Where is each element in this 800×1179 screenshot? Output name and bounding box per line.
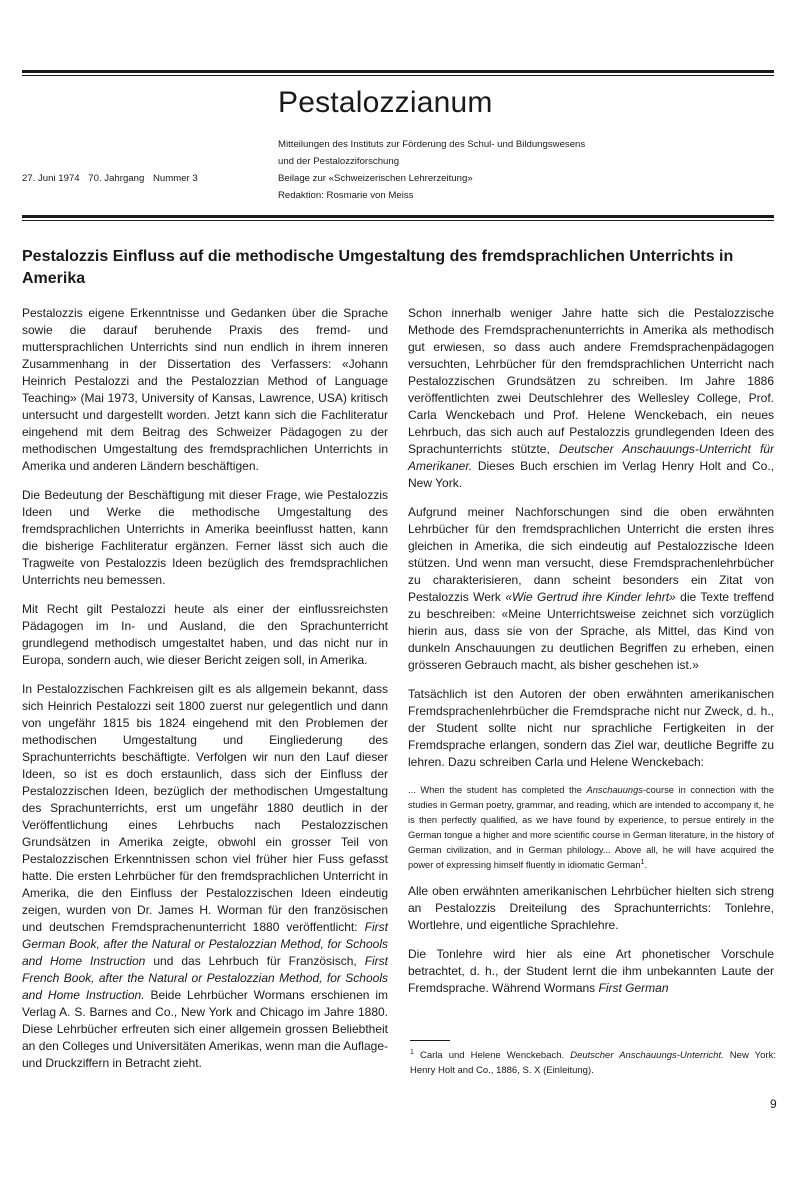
masthead-title: Pestalozzianum — [278, 86, 493, 119]
text-run: die Texte treffend zu beschreiben: «Meine Unterrichtsweise zeichnet sich vorzüglich hierin aus, dass sie von der Sprache, als Mittel, das Kind von dunkeln Anschauungen zu deutlichen Begriffen zu erheben, einen grösseren Gebrauch macht, als bisher geschehen ist.» — [408, 590, 774, 672]
text-run: und das Lehrbuch für Französisch, — [145, 954, 365, 968]
article-title: Pestalozzis Einfluss auf die methodische Umgestaltung des fremdsprachlichen Unterrichts in Amerika — [22, 248, 734, 287]
book-title: First German — [598, 981, 669, 995]
text-run: Schon innerhalb weniger Jahre hatte sich die Pestalozzische Methode des Fremdsprachenunterrichts in Amerika als methodisch gut erwiesen, so dass auch andere Fremdsprachenpädagogen versuchten, Lehrbücher für den fremdsprachlichen Unterricht nach Pestalozzischen Grundsätzen zu schreiben. Im Jahre 1886 veröffentlichten zwei Deutschlehrer des Wellesley College, Prof. Carla Wenckebach und Prof. Helene Wenckebach, ein neues Lehrbuch, das sich auch auf Pestalozzis grundlegenden Ideen des Sprachunterrichts stützte, — [408, 306, 774, 456]
text-run: In Pestalozzischen Fachkreisen gilt es als allgemein bekannt, dass sich Heinrich Pestalozzi seit 1800 zuerst nur gelegentlich und dann von ungefähr 1815 bis 1824 eingehend mit den Problemen der methodischen Umgestaltung und Eingliederung des Sprachunterrichts beschäftigte. Verfolgen wir nun den Lauf dieser Ideen, so ist es doch erstaunlich, dass sich der Einfluss der Pestalozzischen Ideen, bezüglich der methodischen Umgestaltung des Sprachunterrichts, erst um ungefähr 1880 deutlich in der Veröffentlichung eines Lehrbuchs nach Pestalozzischen Grundsätzen in Amerika zeigte, obwohl ein grosser Teil von Pestalozzischen Erkenntnissen schon viel früher hier Fuss gefasst hatte. Die ersten Lehrbücher für den fremdsprachlichen Unterricht in Amerika, die den Einfluss der Pestalozzischen Ideen eindeutig zeigen, wurden von Dr. James H. Worman für den französischen und deutschen Fremdsprachenunterricht 1880 veröffentlicht: — [22, 682, 388, 934]
subtitle-line: und der Pestalozziforschung — [278, 156, 400, 167]
page-number: 9 — [770, 1097, 777, 1111]
masthead-subtitle — [278, 136, 758, 204]
paragraph — [22, 681, 388, 1072]
book-title: «Wie Gertrud ihre Kinder lehrt» — [505, 590, 676, 604]
masthead-bottom-rule — [22, 215, 774, 218]
text-run: Carla und Helene Wenckebach. — [413, 1050, 571, 1061]
paragraph: Alle oben erwähnten amerikanischen Lehrbücher hielten sich streng an Pestalozzis Dreiteilung des Sprachunterrichts: Tonlehre, Wortlehre, und eigentliche Sprachlehre. — [408, 884, 774, 932]
text-run: Die Tonlehre wird hier als eine Art phonetischer Vorschule betrachtet, d. h., der Student lernt die ihm unbekannten Laute der Fremdsprache. Während Wormans — [408, 947, 774, 995]
right-column — [408, 305, 774, 1009]
text-run: Aufgrund meiner Nachforschungen sind die oben erwähnten Lehrbücher für den fremdsprachlichen Unterricht die ersten ihres gleichen in Amerika, die sich eindeutig auf Pestalozzische Ideen stützen. Und wenn man versucht, diese Fremdsprachenlehrbücher zu charakterisieren, dann scheint besonders ein Zitat von Pestalozzis Werk — [408, 505, 774, 604]
issue-volume: 70. Jahrgang — [88, 173, 145, 184]
text-run: Beide Lehrbücher Wormans erschienen im Verlag A. S. Barnes and Co., New York and Chicago im Jahre 1880. Diese Lehrbücher erfreuten sich einer allgemein grossen Beliebtheit an den Colleges und Universitäten Amerikas, wenn man die Auflage- und Druckziffern in Betracht zieht. — [22, 988, 388, 1070]
subtitle-line: Mitteilungen des Instituts zur Förderung des Schul- und Bildungswesens — [278, 139, 586, 150]
text-run: ... When the student has completed the — [408, 785, 587, 795]
block-quote — [408, 783, 774, 873]
left-column — [22, 305, 388, 1084]
emphasis: Anschauungs — [586, 785, 643, 795]
paragraph: Mit Recht gilt Pestalozzi heute als einer der einflussreichsten Pädagogen im In- und Ausland, die den Sprachunterricht grundlegend methodisch umgestaltet haben, und das nicht nur in Europa, sondern auch, wie dieser Bericht zeigen soll, in Amerika. — [22, 602, 388, 667]
paragraph: Pestalozzis eigene Erkenntnisse und Gedanken über die Sprache sowie die darauf beruhende Praxis des fremd- und muttersprachlichen Unterrichts sind nun endlich in ihrem inneren Zusammenhang in der Dissertation des Verfassers: «Johann Heinrich Pestalozzi and the Pestalozzian Method of Language Teaching» (Mai 1973, University of Kansas, Lawrence, USA) kritisch untersucht und dargestellt worden. Jetzt kann sich die Fachliteratur eingehend mit dem Beitrag des Schweizer Pädagogen zu der methodischen Umgestaltung des fremdsprachlichen Unterrichts in Amerika und anderen Ländern beschäftigen. — [22, 306, 388, 473]
text-run: . — [644, 860, 648, 870]
paragraph: Tatsächlich ist den Autoren der oben erwähnten amerikanischen Fremdsprachenlehrbücher die Fremdsprache nicht nur Zweck, d. h., der Student sollte nicht nur sprachliche Fertigkeiten in der Fremdsprache erlangen, sondern das Ziel war, deutliche Begriffe zu lehren. Dazu schreiben Carla und Helene Wenckebach: — [408, 687, 774, 769]
subtitle-line: Beilage zur «Schweizerischen Lehrerzeitung» — [278, 173, 473, 184]
issue-info — [22, 170, 204, 187]
book-title: First German Book, after the Natural or Pestalozzian Method, for Schools and Home Instruction — [22, 920, 388, 968]
issue-number: Nummer 3 — [152, 173, 198, 184]
footnote-rule — [410, 1040, 450, 1041]
paragraph: Die Bedeutung der Beschäftigung mit dieser Frage, wie Pestalozzis Ideen und Werke die methodische Umgestaltung des fremdsprachlichen Unterrichts in Amerika beeinflusst hatten, kann die bisherige Fachliteratur ergänzen. Ferner lässt sich auch die Tragweite von Pestalozzis Ideen bezüglich des fremdsprachlichen Unterrichts neu bemessen. — [22, 488, 388, 587]
book-title: First French Book, after the Natural or Pestalozzian Method, for Schools and Home Instruction. — [22, 954, 389, 1002]
top-rule-thin — [22, 75, 774, 76]
paragraph — [408, 305, 774, 492]
footnote-ref[interactable]: 1 — [640, 858, 645, 866]
paragraph — [408, 504, 774, 674]
footnote — [410, 1048, 776, 1078]
text-run: Dieses Buch erschien im Verlag Henry Holt and Co., New York. — [408, 459, 774, 490]
masthead-bottom-rule-thin — [22, 220, 774, 221]
subtitle-line: Redaktion: Rosmarie von Meiss — [278, 190, 414, 201]
top-rule — [22, 70, 774, 73]
footnote-marker: 1 — [410, 1048, 414, 1056]
book-title: Deutscher Anschauungs-Unterricht. — [570, 1050, 724, 1061]
text-run: -course in connection with the studies in German poetry, grammar, and reading, which are intended to accompany it, he is then perfectly qualified, as we have found by experience, to persue entirely in the German tongue a higher and more scientific course in German literature, in the history of German civilization, and in German philology... Above all, he will have acquired the power of expressing himself fluently in idiomatic German — [408, 785, 774, 870]
text-run: New York: Henry Holt and Co., 1886, S. X (Einleitung). — [410, 1050, 776, 1076]
issue-date: 27. Juni 1974 — [22, 173, 80, 184]
paragraph — [408, 946, 774, 997]
book-title: Deutscher Anschauungs-Unterricht für Amerikaner. — [408, 442, 774, 473]
